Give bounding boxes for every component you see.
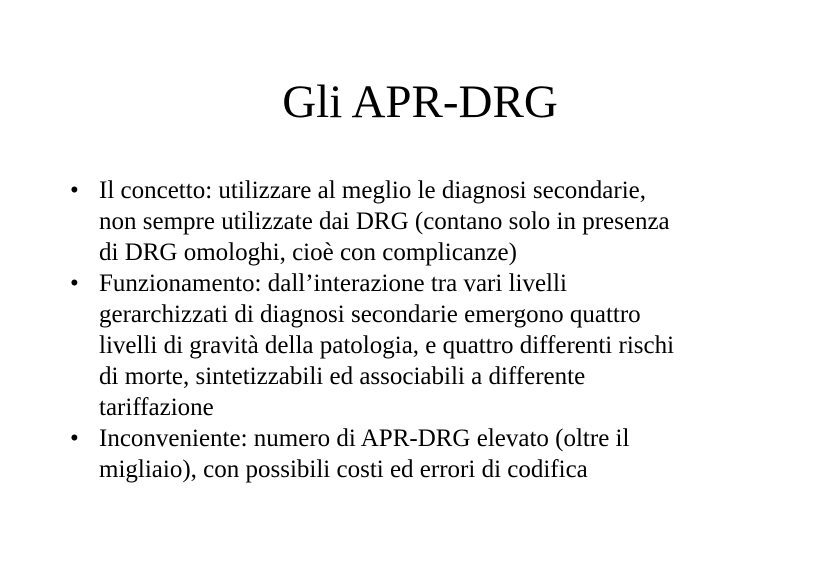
bullet-text-line: tariffazione xyxy=(99,394,214,421)
bullet-text-line: livelli di gravità della patologia, e quattro differenti rischi xyxy=(99,332,675,359)
bullet-text-line: gerarchizzati di diagnosi secondarie emergono quattro xyxy=(99,301,641,328)
bullet-icon: • xyxy=(70,177,79,204)
bullet-item-drawback xyxy=(70,423,780,485)
bullet-icon: • xyxy=(70,270,79,297)
bullet-text-line: Inconveniente: numero di APR-DRG elevato (oltre il xyxy=(99,425,630,452)
bullet-icon: • xyxy=(70,425,79,452)
bullet-text-line: migliaio), con possibili costi ed errori di codifica xyxy=(99,456,588,483)
bullet-list xyxy=(70,175,780,485)
bullet-text-line: di morte, sintetizzabili ed associabili a differente xyxy=(99,363,586,390)
bullet-item-functioning xyxy=(70,268,780,423)
bullet-text-line: Funzionamento: dall’interazione tra vari livelli xyxy=(99,270,567,297)
slide-title: Gli APR-DRG xyxy=(282,76,558,128)
bullet-text-line: di DRG omologhi, cioè con complicanze) xyxy=(99,239,517,266)
bullet-text-line: Il concetto: utilizzare al meglio le diagnosi secondarie, xyxy=(99,177,647,204)
bullet-text-line: non sempre utilizzate dai DRG (contano solo in presenza xyxy=(99,208,670,235)
bullet-item-concept xyxy=(70,175,780,268)
